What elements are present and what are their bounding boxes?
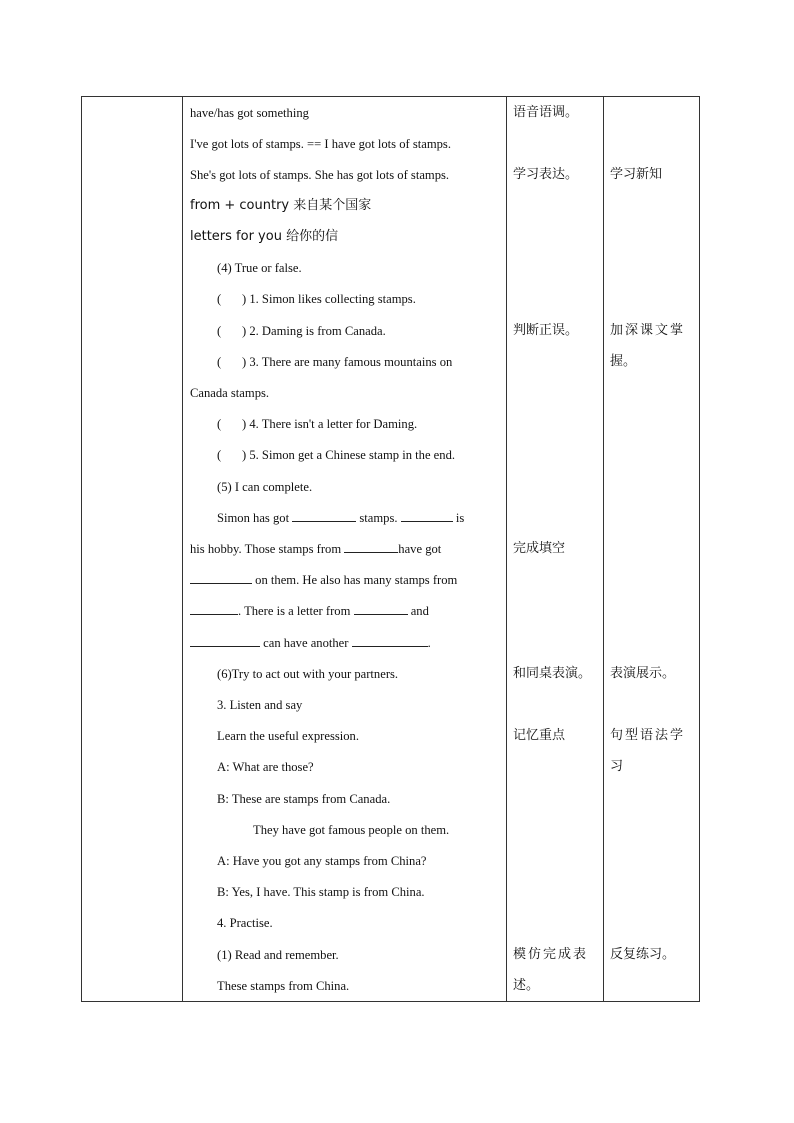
activity-text: 判断正误。 (513, 323, 579, 338)
blank-line (354, 603, 408, 615)
dialogue-line: B: Yes, I have. This stamp is from China. (217, 885, 425, 899)
fill-text: Simon has got (217, 511, 290, 525)
fill-blank-line (190, 603, 429, 619)
student-activity-column (513, 97, 603, 1001)
true-false-paren: ( (217, 355, 222, 369)
content-line: She's got lots of stamps. She has got lots of stamps. (190, 168, 450, 182)
activity-text: 语音语调。 (513, 105, 579, 120)
blank-line (352, 635, 428, 647)
fill-text: his hobby. Those stamps from (190, 542, 342, 556)
section-heading: (4) True or false. (217, 261, 302, 275)
fill-blank-line (217, 510, 464, 526)
true-false-item: ) 2. Daming is from Canada. (242, 324, 386, 338)
true-false-item: ) 1. Simon likes collecting stamps. (242, 292, 416, 306)
blank-line (344, 541, 398, 553)
intent-text: 习 (610, 759, 624, 774)
intent-text: 句型语法学 (610, 728, 686, 743)
content-line: I've got lots of stamps. == I have got lots of stamps. (190, 137, 451, 151)
intent-text: 加深课文掌 (610, 323, 686, 338)
true-false-paren: ( (217, 417, 222, 431)
activity-text: 完成填空 (513, 541, 566, 556)
fill-text: . There is a letter from (238, 604, 351, 618)
content-line: Canada stamps. (190, 386, 270, 400)
content-column (190, 97, 502, 1001)
fill-blank-line (190, 572, 457, 588)
true-false-item: ) 3. There are many famous mountains on (242, 355, 453, 369)
fill-text: and (410, 604, 429, 618)
true-false-paren: ( (217, 324, 222, 338)
fill-blank-line (190, 541, 441, 557)
content-line: from + country 来自某个国家 (190, 198, 372, 213)
true-false-paren: ( (217, 292, 222, 306)
intent-text: 反复练习。 (610, 947, 676, 962)
empty-column (82, 97, 182, 1001)
blank-line (190, 603, 238, 615)
design-intent-column (610, 97, 698, 1001)
dialogue-line: B: These are stamps from Canada. (217, 792, 391, 806)
fill-text: . (427, 636, 431, 650)
content-line: (1) Read and remember. (217, 948, 339, 962)
true-false-paren: ( (217, 448, 222, 462)
activity-text: 学习表达。 (513, 167, 579, 182)
column-divider (603, 97, 604, 1001)
activity-text: 述。 (513, 978, 540, 993)
blank-line (190, 635, 260, 647)
blank-line (190, 572, 252, 584)
section-heading: (6)Try to act out with your partners. (217, 667, 399, 681)
activity-text: 记忆重点 (513, 728, 566, 743)
blank-line (401, 510, 453, 522)
column-divider (182, 97, 183, 1001)
true-false-item: ) 5. Simon get a Chinese stamp in the end. (242, 448, 456, 462)
activity-text: 模仿完成表 (513, 947, 589, 962)
dialogue-line: A: What are those? (217, 760, 314, 774)
activity-text: 和同桌表演。 (513, 666, 592, 681)
fill-text: is (455, 511, 465, 525)
content-line: Learn the useful expression. (217, 729, 359, 743)
content-line: These stamps from China. (217, 979, 350, 993)
content-line: have/has got something (190, 106, 309, 120)
dialogue-line: They have got famous people on them. (253, 823, 450, 837)
blank-line (292, 510, 356, 522)
content-line: letters for you 给你的信 (190, 229, 339, 244)
fill-blank-line (190, 635, 431, 651)
column-divider (506, 97, 507, 1001)
section-heading: 4. Practise. (217, 916, 273, 930)
intent-text: 学习新知 (610, 167, 663, 182)
fill-text: can have another (263, 636, 349, 650)
section-heading: 3. Listen and say (217, 698, 303, 712)
intent-text: 表演展示。 (610, 666, 676, 681)
fill-text: stamps. (359, 511, 398, 525)
intent-text: 握。 (610, 354, 637, 369)
section-heading: (5) I can complete. (217, 480, 313, 494)
lesson-table (81, 96, 700, 1002)
dialogue-line: A: Have you got any stamps from China? (217, 854, 427, 868)
true-false-item: ) 4. There isn't a letter for Daming. (242, 417, 418, 431)
fill-text: on them. He also has many stamps from (255, 573, 458, 587)
fill-text: have got (398, 542, 442, 556)
